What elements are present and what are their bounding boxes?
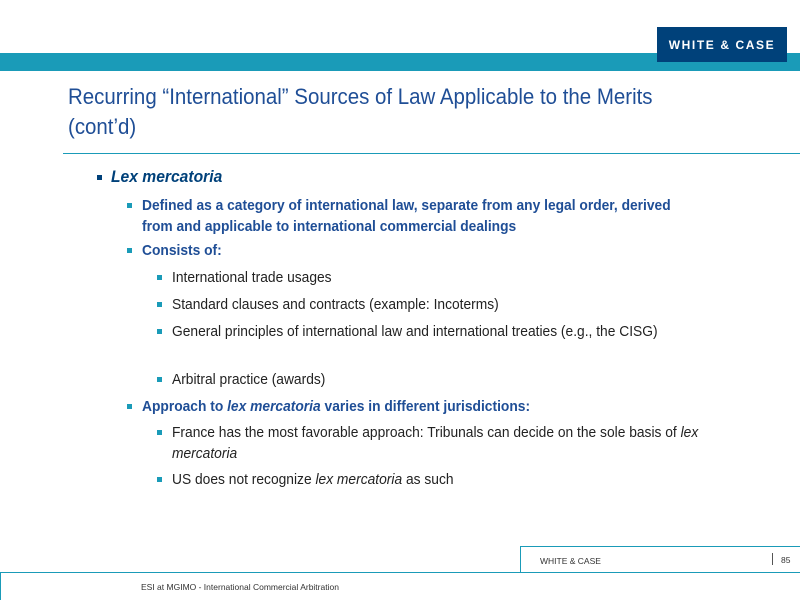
bullet-level3 [157,321,747,342]
square-bullet-icon [157,469,165,490]
bullet-level1 [97,166,747,188]
square-bullet-icon [157,294,165,315]
footer-course-title: ESI at MGIMO - International Commercial Arbitration [141,582,339,592]
approach-text-emphasis: lex mercatoria [227,398,321,415]
consists-of-text: Consists of: [142,242,222,259]
slide-title: Recurring “International” Sources of Law Applicable to the Merits (cont’d) [68,84,653,139]
footer-divider [0,572,800,573]
france-text: France has the most favorable approach: Tribunals can decide on the sole basis of [172,424,681,441]
footer-divider [520,546,521,572]
definition-text: Defined as a category of international law, separate from any legal order, derived from and applicable to international commercial dealings [142,197,671,235]
list-item: International trade usages [172,269,332,286]
france-text-emphasis: lex mercatoria [172,424,699,462]
square-bullet-icon [157,369,165,390]
bullet-level3 [157,294,747,315]
bullet-level2 [127,195,747,237]
bullet-level3 [157,369,747,390]
list-item: Arbitral practice (awards) [172,371,326,388]
page-number: 85 [781,555,791,565]
list-item [172,469,454,490]
list-item: General principles of international law and international treaties (e.g., the CISG) [172,323,658,340]
list-item: Standard clauses and contracts (example: Incoterms) [172,296,499,313]
square-bullet-icon [127,240,135,261]
square-bullet-icon [127,396,135,417]
logo-text: WHITE & CASE [668,37,776,52]
us-text-end: as such [402,471,454,488]
square-bullet-icon [157,422,165,464]
list-item [172,422,701,464]
footer-separator [772,553,773,565]
square-bullet-icon [157,267,165,288]
footer-divider [520,546,800,547]
approach-text-start: Approach to [142,398,228,415]
lex-mercatoria-heading: Lex mercatoria [111,167,223,186]
approach-text [142,396,530,417]
footer-divider [0,572,1,600]
bullet-level3 [157,267,747,288]
us-text-start: US does not recognize [172,471,316,488]
bullet-level3 [157,422,747,464]
square-bullet-icon [127,195,135,237]
footer-brand: WHITE & CASE [540,556,601,566]
approach-text-end: varies in different jurisdictions: [320,398,531,415]
us-text-emphasis: lex mercatoria [315,471,403,488]
bullet-level2 [127,396,747,417]
bullet-level2 [127,240,747,261]
square-bullet-icon [97,166,105,188]
bullet-level3 [157,469,747,490]
square-bullet-icon [157,321,165,342]
